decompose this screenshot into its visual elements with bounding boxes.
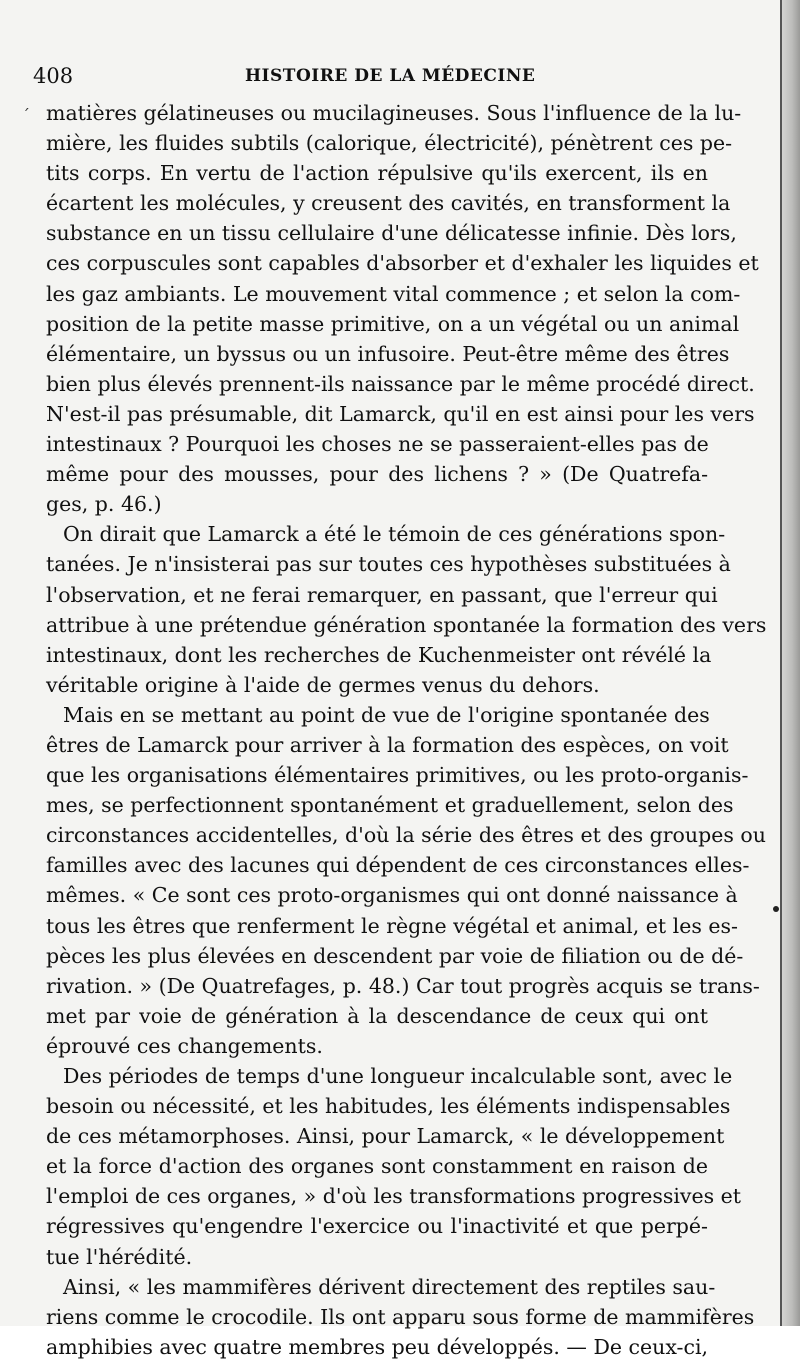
- text-line: N'est-il pas présumable, dit Lamarck, qu'il en est ainsi pour les vers: [46, 401, 755, 426]
- paragraph-start-line: Ainsi, « les mammifères dérivent directement des reptiles sau-: [63, 1274, 716, 1299]
- text-line: tous les êtres que renferment le règne végétal et animal, et les es-: [46, 913, 738, 938]
- text-line: écartent les molécules, y creusent des cavités, en transforment la: [46, 191, 731, 216]
- page-header: [33, 64, 713, 98]
- text-line: que les organisations élémentaires primitives, ou les proto-organis-: [46, 763, 749, 788]
- text-line: besoin ou nécessité, et les habitudes, les éléments indispensables: [46, 1094, 731, 1119]
- running-title: HISTOIRE DE LA MÉDECINE: [245, 66, 536, 86]
- text-line: élémentaire, un byssus ou un infusoire. Peut-être même des êtres: [46, 341, 730, 366]
- text-line: pèces les plus élevées en descendent par voie de filiation ou de dé-: [46, 943, 744, 968]
- text-line: familles avec des lacunes qui dépendent de ces circonstances elles-: [46, 853, 750, 878]
- text-line: substance en un tissu cellulaire d'une délicatesse infinie. Dès lors,: [46, 221, 737, 246]
- text-line: position de la petite masse primitive, on a un végétal ou un animal: [46, 311, 740, 336]
- text-line: mêmes. « Ce sont ces proto-organismes qui ont donné naissance à: [46, 883, 738, 908]
- text-line: matières gélatineuses ou mucilagineuses. Sous l'influence de la lu-: [46, 101, 742, 125]
- text-line: riens comme le crocodile. Ils ont apparu sous forme de mammifères: [46, 1304, 755, 1329]
- text-line: êtres de Lamarck pour arriver à la formation des espèces, on voit: [46, 732, 729, 757]
- text-line: régressives qu'engendre l'exercice ou l'inactivité et que perpé-: [46, 1214, 708, 1239]
- text-line: de ces métamorphoses. Ainsi, pour Lamarck, « le développement: [46, 1124, 725, 1149]
- text-line: intestinaux, dont les recherches de Kuchenmeister ont révélé la: [46, 642, 712, 667]
- text-line: intestinaux ? Pourquoi les choses ne se passeraient-elles pas de: [46, 432, 709, 457]
- text-line: véritable origine à l'aide de germes venus du dehors.: [46, 672, 600, 697]
- text-line: circonstances accidentelles, d'où la série des êtres et des groupes ou: [46, 823, 766, 848]
- ink-dot: [773, 906, 779, 912]
- text-line: l'emploi de ces organes, » d'où les transformations progressives et: [46, 1184, 742, 1209]
- text-line: tits corps. En vertu de l'action répulsive qu'ils exercent, ils en: [46, 161, 708, 186]
- text-line: mes, se perfectionnent spontanément et graduellement, selon des: [46, 793, 734, 818]
- binding-edge: [780, 0, 782, 1326]
- text-line: amphibies avec quatre membres peu développés. — De ceux-ci,: [46, 1334, 709, 1359]
- text-line: éprouvé ces changements.: [46, 1033, 323, 1058]
- text-line: tanées. Je n'insisterai pas sur toutes ces hypothèses substituées à: [46, 552, 731, 577]
- text-line: même pour des mousses, pour des lichens ? » (De Quatrefa-: [46, 462, 708, 487]
- text-line: rivation. » (De Quatrefages, p. 48.) Car tout progrès acquis se trans-: [46, 973, 760, 998]
- paragraph-start-line: On dirait que Lamarck a été le témoin de ces générations spon-: [63, 522, 726, 547]
- page-number: 408: [33, 64, 74, 88]
- text-line: attribue à une prétendue génération spontanée la formation des vers: [46, 612, 767, 637]
- paragraph-start-line: Mais en se mettant au point de vue de l'origine spontanée des: [63, 702, 710, 727]
- text-line: ces corpuscules sont capables d'absorber et d'exhaler les liquides et: [46, 251, 759, 276]
- text-line: et la force d'action des organes sont constamment en raison de: [46, 1154, 708, 1179]
- text-line: mière, les fluides subtils (calorique, électricité), pénètrent ces pe-: [46, 131, 733, 156]
- text-line: l'observation, et ne ferai remarquer, en passant, que l'erreur qui: [46, 582, 718, 607]
- page-gutter: [780, 0, 800, 1326]
- text-line: tue l'hérédité.: [46, 1244, 193, 1269]
- paragraph-start-line: Des périodes de temps d'une longueur incalculable sont, avec le: [63, 1064, 733, 1088]
- body-text: [46, 98, 767, 1362]
- text-line: bien plus élevés prennent-ils naissance par le même procédé direct.: [46, 371, 755, 396]
- text-line: met par voie de génération à la descendance de ceux qui ont: [46, 1003, 708, 1028]
- text-line: ges, p. 46.): [46, 492, 162, 517]
- margin-mark: ˊ: [22, 106, 30, 125]
- text-line: les gaz ambiants. Le mouvement vital commence ; et selon la com-: [46, 281, 741, 306]
